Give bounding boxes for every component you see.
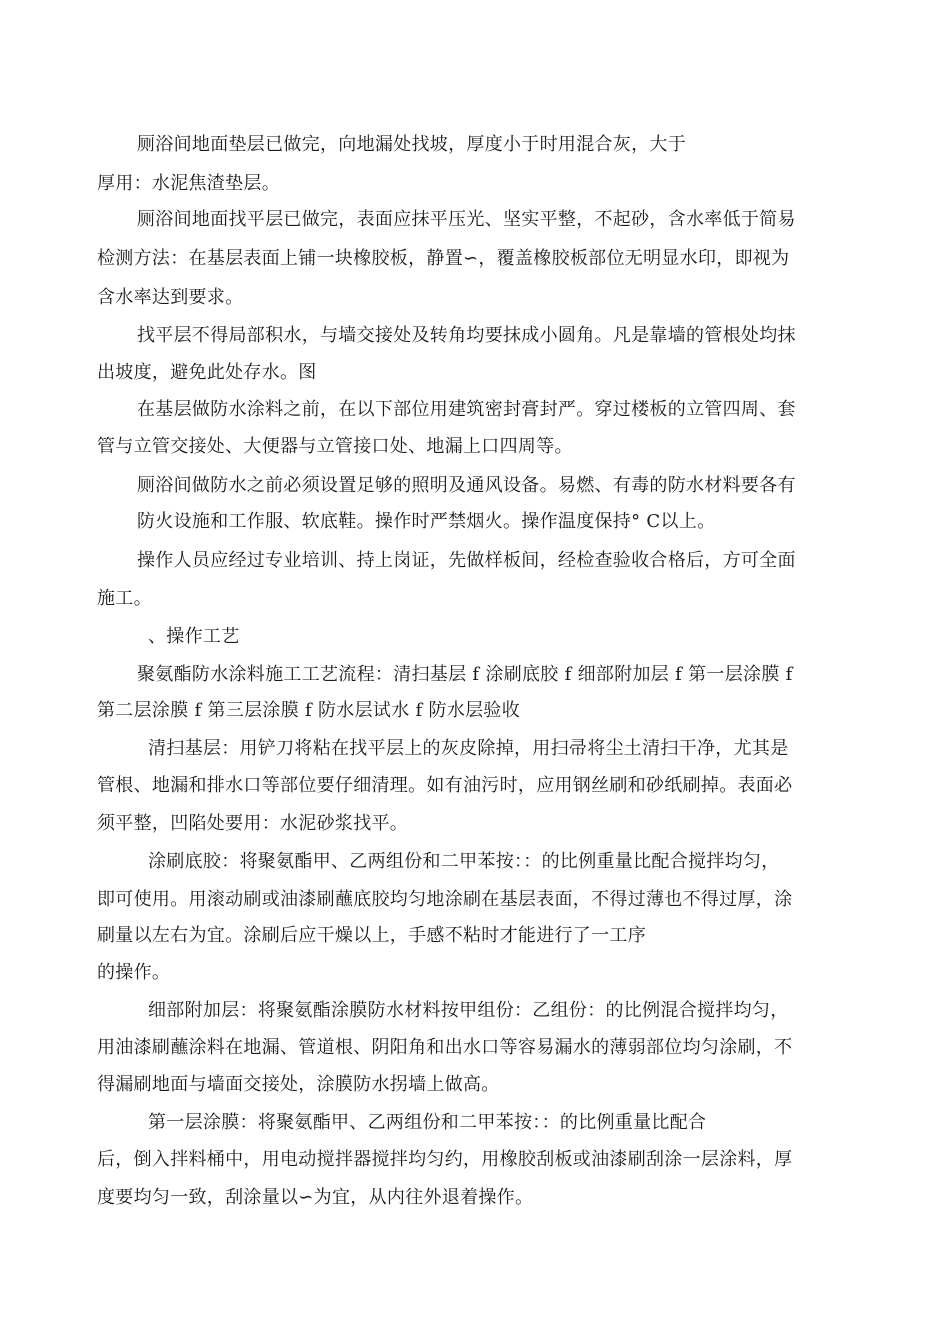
text-line: 涂刷底胶：将聚氨酯甲、乙两组份和二甲苯按：：的比例重量比配合搅拌均匀， bbox=[148, 851, 780, 872]
text-line: 管根、地漏和排水口等部位要仔细清理。如有油污时，应用钢丝刷和砂纸刷掉。表面必 bbox=[97, 775, 793, 796]
text-line: 检测方法：在基层表面上铺一块橡胶板，静置∽，覆盖橡胶板部位无明显水印，即视为 bbox=[97, 248, 790, 269]
text-line: 度要均匀一致，刮涂量以∽为宜，从内往外退着操作。 bbox=[97, 1187, 534, 1208]
text-line: 施工。 bbox=[97, 588, 152, 609]
text-line: 厚用：水泥焦渣垫层。 bbox=[97, 173, 280, 194]
text-line: 找平层不得局部积水，与墙交接处及转角均要抹成小圆角。凡是靠墙的管根处均抹 bbox=[137, 325, 796, 346]
text-line: 厕浴间做防水之前必须设置足够的照明及通风设备。易燃、有毒的防水材料要各有 bbox=[137, 475, 796, 496]
text-line: 出坡度，避免此处存水。图 bbox=[97, 362, 317, 383]
text-line: 厕浴间地面找平层已做完，表面应抹平压光、坚实平整，不起砂，含水率低于简易 bbox=[137, 209, 796, 230]
text-line: 聚氨酯防水涂料施工工艺流程：清扫基层 f 涂刷底胶 f 细部附加层 f 第一层涂膜 f bbox=[137, 664, 793, 685]
text-line: 须平整，凹陷处要用：水泥砂浆找平。 bbox=[97, 813, 409, 834]
text-line: 得漏刷地面与墙面交接处，涂膜防水拐墙上做高。 bbox=[97, 1074, 500, 1095]
text-line: 含水率达到要求。 bbox=[97, 287, 244, 308]
text-line: 操作人员应经过专业培训、持上岗证，先做样板间，经检查验收合格后，方可全面 bbox=[137, 550, 796, 571]
text-line: 管与立管交接处、大便器与立管接口处、地漏上口四周等。 bbox=[97, 436, 573, 457]
text-line: 第二层涂膜 f 第三层涂膜 f 防水层试水 f 防水层验收 bbox=[97, 700, 521, 721]
text-line: 用油漆刷蘸涂料在地漏、管道根、阴阳角和出水口等容易漏水的薄弱部位均匀涂刷，不 bbox=[97, 1037, 793, 1058]
text-line: 清扫基层：用铲刀将粘在找平层上的灰皮除掉，用扫帚将尘土清扫干净，尤其是 bbox=[148, 738, 789, 759]
text-line: 第一层涂膜：将聚氨酯甲、乙两组份和二甲苯按：：的比例重量比配合 bbox=[148, 1112, 707, 1133]
text-line: 防火设施和工作服、软底鞋。操作时严禁烟火。操作温度保持° C以上。 bbox=[137, 511, 716, 532]
text-line: 即可使用。用滚动刷或油漆刷蘸底胶均匀地涂刷在基层表面，不得过薄也不得过厚，涂 bbox=[97, 889, 793, 910]
text-line: 厕浴间地面垫层已做完，向地漏处找坡，厚度小于时用混合灰，大于 bbox=[137, 134, 686, 155]
section-heading: 、操作工艺 bbox=[148, 626, 240, 647]
text-line: 的操作。 bbox=[97, 962, 171, 983]
text-line: 在基层做防水涂料之前，在以下部位用建筑密封膏封严。穿过楼板的立管四周、套 bbox=[137, 399, 796, 420]
text-line: 刷量以左右为宜。涂刷后应干燥以上，手感不粘时才能进行了一工序 bbox=[97, 925, 646, 946]
text-line: 后，倒入拌料桶中，用电动搅拌器搅拌均匀约，用橡胶刮板或油漆刷刮涂一层涂料，厚 bbox=[97, 1149, 793, 1170]
text-line: 细部附加层：将聚氨酯涂膜防水材料按甲组份：乙组份：的比例混合搅拌均匀， bbox=[148, 1000, 789, 1021]
